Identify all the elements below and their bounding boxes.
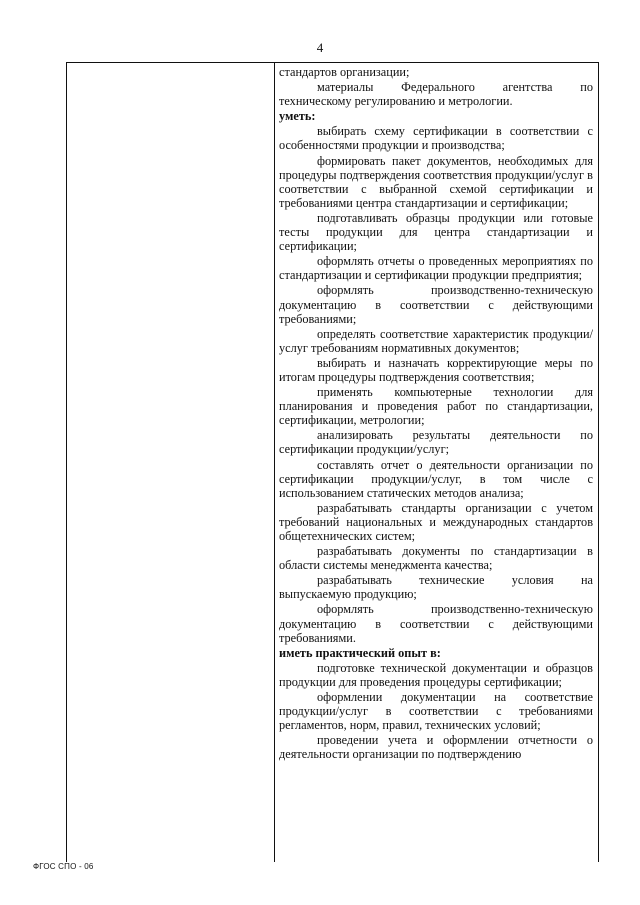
skill-item: разрабатывать документы по стандартизации в области системы менеджмента качества; [279, 544, 593, 573]
skill-item: выбирать схему сертификации в соответствии с особенностями продукции и производства; [279, 124, 593, 153]
skill-item: разрабатывать технические условия на выпускаемую продукцию; [279, 573, 593, 602]
skills-heading: уметь: [279, 109, 316, 124]
skill-item: подготавливать образцы продукции или готовые тесты продукции для центра стандартизации и сертификации; [279, 210, 593, 254]
document-footer: ФГОС СПО - 06 [33, 862, 94, 871]
lead-line: материалы Федерального агентства по техническому регулированию и метрологии. [279, 80, 593, 109]
page-number: 4 [316, 40, 324, 55]
table-left-column [67, 63, 275, 862]
skill-item: анализировать результаты деятельности по сертификации продукции/услуг; [279, 428, 593, 457]
skill-item: оформлять производственно-техническую документацию в соответствии с действующими требованиями. [279, 602, 593, 645]
content-table [66, 62, 599, 862]
experience-item: подготовке технической документации и образцов продукции для проведения процедуры сертификации; [279, 660, 593, 689]
experience-item: проведении учета и оформлении отчетности о деятельности организации по подтверждению [279, 733, 593, 762]
skill-item: оформлять производственно-техническую документацию в соответствии с действующими требованиями; [279, 283, 593, 326]
skill-item: определять соответствие характеристик продукции/услуг требованиям нормативных документов; [279, 326, 593, 355]
skill-item: разрабатывать стандарты организации с учетом требований национальных и международных стандартов общетехнических систем; [279, 500, 593, 543]
experience-heading: иметь практический опыт в: [279, 645, 441, 660]
skill-item: применять компьютерные технологии для планирования и проведения работ по стандартизации, сертификации, метрологии; [279, 385, 593, 428]
skill-item: формировать пакет документов, необходимых для процедуры подтверждения соответствия продукции/услуг в соответствии с выбранной схемой сертификации и требованиями центра стандартизации и сертификации; [279, 153, 593, 210]
skill-item: составлять отчет о деятельности организации по сертификации продукции/услуг, в том числе с использованием статических методов анализа; [279, 457, 593, 500]
experience-item: оформлении документации на соответствие продукции/услуг в соответствии с требованиями регламентов, норм, правил, технических условий; [279, 690, 593, 733]
skill-item: выбирать и назначать корректирующие меры по итогам процедуры подтверждения соответствия; [279, 355, 593, 384]
skill-item: оформлять отчеты о проведенных мероприятиях по стандартизации и сертификации продукции предприятия; [279, 254, 593, 283]
table-right-column [275, 63, 598, 862]
lead-line: стандартов организации; [279, 65, 410, 79]
